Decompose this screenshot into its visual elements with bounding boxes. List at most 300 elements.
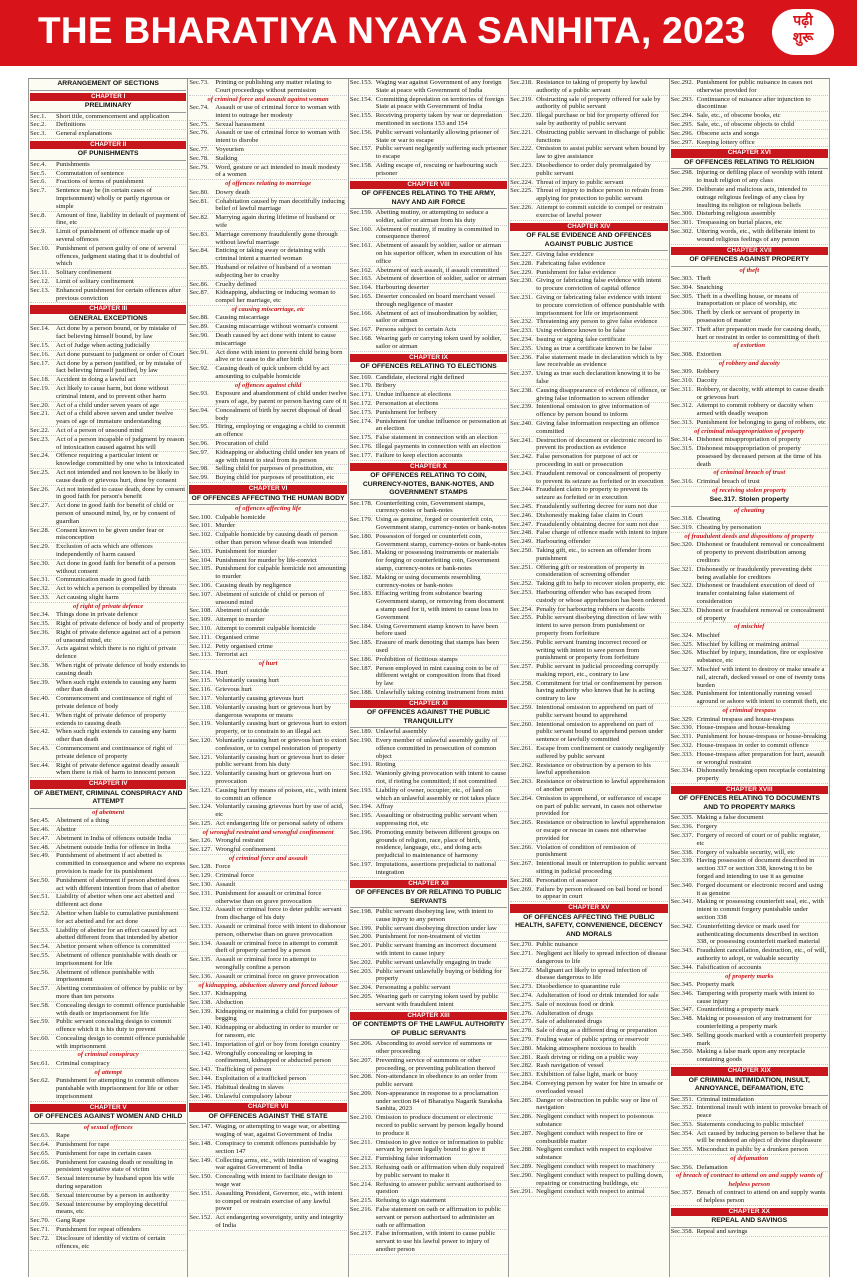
chapter-heading: OF OFFENCES RELATING TO DOCUMENTS AND TO PROPERTY MARKS: [671, 794, 828, 814]
section-number: Sec.229.: [510, 268, 533, 276]
section-number: Sec.110.: [189, 624, 212, 632]
section-title: Keeping lottery office: [696, 138, 755, 146]
section-number: Sec.85.: [189, 263, 209, 271]
section-number: Sec.152.: [189, 1214, 213, 1222]
section-row: [510, 819, 667, 843]
section-number: Sec.202.: [349, 958, 373, 966]
section-row: [510, 529, 667, 538]
section-title: Causing miscarriage: [215, 314, 270, 322]
section-number: Sec.274.: [510, 991, 533, 999]
section-title: Resistance or obstruction to lawful apprehension or escape or rescue in cases not otherwise provided for: [536, 819, 665, 842]
section-number: Sec.126.: [189, 837, 213, 845]
column-3: [349, 79, 509, 1277]
section-row: [189, 1084, 346, 1093]
section-number: Sec.44.: [30, 761, 50, 769]
section-row: [30, 427, 186, 436]
section-title: Exposure and abandonment of child under twelve years of age, by parent or person having care of it: [215, 390, 347, 406]
section-title: Act caused by inducing person to believe that he will be rendered an object of divine displeasure: [696, 1129, 825, 1145]
section-number: Sec.113.: [189, 651, 212, 659]
section-number: Sec.141.: [189, 1040, 213, 1048]
section-number: Sec.231.: [510, 294, 533, 302]
section-row: [189, 999, 346, 1008]
section-row: [671, 690, 828, 707]
section-number: Sec.153.: [349, 79, 373, 86]
section-row: [350, 639, 507, 656]
section-number: Sec.331.: [670, 733, 694, 741]
section-row: [671, 981, 828, 990]
section-number: Sec.172.: [349, 400, 373, 407]
section-number: Sec.51.: [30, 893, 50, 901]
section-row: [510, 795, 667, 819]
section-title: Criminal trespass and house-trespass: [696, 715, 794, 723]
section-row: [671, 832, 828, 849]
chapter-number: CHAPTER IV: [30, 780, 186, 789]
section-title: Punishment for rape: [56, 1140, 110, 1148]
section-title: Intentional omission to apprehend on part of public servant bound to apprehend person under sentence or lawfully committed: [536, 720, 664, 744]
section-row: [189, 474, 346, 483]
subheading: of criminal conspiracy: [77, 1051, 139, 1059]
section-row: [510, 1001, 667, 1010]
section-row: [510, 680, 667, 704]
section-row: [189, 164, 346, 181]
section-title: Negligent conduct with respect to machinery: [536, 1162, 655, 1170]
section-row: [189, 349, 346, 366]
section-title: Assault or criminal force on grave provocation: [215, 972, 339, 980]
chapter-number: CHAPTER XI: [350, 700, 507, 709]
section-title: Forgery of valuable security, will, etc: [696, 848, 796, 856]
section-title: Forgery: [696, 823, 718, 831]
section-title: Assaulting or obstructing public servant when suppressing riot, etc: [375, 812, 498, 827]
section-row: [510, 704, 667, 721]
section-title: Making a false document: [696, 814, 764, 822]
section-number: Sec.263.: [510, 778, 533, 786]
section-title: Dishonestly making false claim in Court: [536, 511, 643, 519]
section-number: Sec.194.: [349, 803, 373, 811]
section-row: [510, 294, 667, 318]
section-row: [189, 990, 346, 999]
subheading: of right of private defence: [73, 602, 144, 610]
section-number: Sec.188.: [349, 688, 373, 696]
section-title: Word, gesture or act intended to insult modesty of a women: [215, 163, 341, 179]
section-row: [671, 641, 828, 650]
section-row: [30, 187, 186, 211]
section-title: Threat of injury to public servant: [536, 178, 624, 186]
section-title: Act not intended to cause death, done by consent in good faith for person's benefit: [56, 485, 186, 501]
section-number: Sec.204.: [349, 984, 373, 992]
section-row: [30, 927, 186, 944]
section-title: Abetment of suicide of child or person of unsound mind: [215, 590, 325, 606]
section-title: Criminal force: [215, 872, 255, 880]
section-title: Falsification of accounts: [696, 963, 762, 971]
section-number: Sec.116.: [189, 686, 212, 694]
section-number: Sec.28.: [30, 526, 50, 534]
section-title: Escape from confinement or custody negligently suffered by public servant: [536, 745, 665, 760]
chapter-heading: OF OFFENCES AGAINST WOMEN AND CHILD: [30, 1112, 186, 1124]
section-row: [510, 538, 667, 547]
section-row: [671, 742, 828, 751]
section-row: [30, 745, 186, 762]
section-number: Sec.293.: [670, 95, 694, 103]
section-row: [30, 342, 186, 351]
section-title: Causing miscarriage without woman's consent: [215, 323, 338, 331]
section-title: Organised crime: [215, 633, 260, 641]
section-number: Sec.168.: [349, 335, 373, 343]
section-number: Sec.303.: [670, 275, 694, 283]
section-row: [30, 1018, 186, 1035]
section-row: [510, 251, 667, 260]
section-row: [189, 247, 346, 264]
section-row: [350, 267, 507, 276]
section-row: [510, 370, 667, 387]
section-row: [30, 594, 186, 603]
section-title: Bribery: [375, 382, 396, 390]
section-row: [30, 1201, 186, 1218]
section-row: [30, 852, 186, 876]
chapter-number: CHAPTER XVII: [671, 247, 828, 256]
subheading: of defamation: [730, 1155, 769, 1163]
section-title: Wrongful confinement: [215, 846, 276, 854]
section-title: Buying child for purposes of prostitution, etc: [215, 474, 335, 482]
section-row: [30, 969, 186, 986]
section-number: Sec.195.: [349, 812, 373, 820]
section-title: Obstructing sale of property offered for sale by authority of public servant: [536, 95, 661, 111]
section-row: [510, 318, 667, 327]
section-number: Sec.339.: [670, 857, 694, 865]
section-number: Sec.210.: [349, 1114, 373, 1122]
section-number: Sec.38.: [30, 662, 50, 670]
section-title: Conveying person by water for hire in unsafe or overloaded vessel: [536, 1079, 663, 1095]
section-title: When such right extends to causing any harm other than death: [56, 678, 177, 694]
section-number: Sec.322.: [670, 582, 694, 590]
section-row: [671, 733, 828, 742]
section-number: Sec.301.: [670, 219, 694, 227]
section-title: Abetment of a thing: [56, 817, 109, 825]
section-title: Continuance of nuisance after injunction to discontinue: [696, 95, 811, 111]
section-number: Sec.275.: [510, 1000, 533, 1008]
section-title: Refusing oath or affirmation when duly required by public servant to make it: [375, 1164, 504, 1179]
section-title: Causing disappearance of evidence of offence, or giving false information to screen offender: [536, 386, 667, 402]
section-row: [30, 452, 186, 469]
chapter-heading: OF OFFENCES RELATING TO RELIGION: [671, 158, 828, 170]
section-row: [30, 662, 186, 679]
section-row: [350, 326, 507, 335]
section-row: [510, 204, 667, 221]
section-row: [510, 387, 667, 404]
section-title: Negligent conduct with respect to poisonous substance: [536, 1113, 654, 1128]
section-number: Sec.94.: [189, 406, 209, 414]
section-row: [30, 1235, 186, 1252]
section-title: Dowry death: [215, 188, 250, 196]
section-row: [350, 656, 507, 665]
section-number: Sec.284.: [510, 1079, 533, 1087]
section-row: [510, 589, 667, 606]
section-title: Obstructing public servant in discharge of public functions: [536, 128, 665, 144]
section-title: Consent known to be given under fear or misconception: [56, 526, 164, 542]
section-title: Punishment for bribery: [375, 408, 437, 416]
section-row: [30, 502, 186, 526]
section-number: Sec.250.: [510, 546, 533, 554]
section-number: Sec.159.: [349, 209, 373, 217]
section-number: Sec.42.: [30, 728, 50, 736]
section-title: Voluntarily causing hurt: [215, 677, 279, 685]
section-title: Assault or criminal force in attempt to commit theft of property carried by a person: [215, 939, 338, 955]
section-row: [189, 643, 346, 652]
section-row: [510, 580, 667, 589]
section-title: Imputations, assertions prejudicial to national integration: [375, 860, 497, 876]
section-title: Having possession of document described in section 337 or section 338, knowing it to be forged and intending to use it as genuine: [696, 857, 815, 880]
section-row: [671, 169, 828, 186]
section-row: [510, 521, 667, 530]
section-number: Sec.248.: [510, 529, 533, 537]
section-title: False statement in connection with an election: [375, 434, 498, 442]
section-number: Sec.8.: [30, 211, 47, 219]
section-number: Sec.106.: [189, 581, 213, 589]
section-row: [671, 724, 828, 733]
section-row: [30, 679, 186, 696]
section-row: [350, 374, 507, 383]
section-number: Sec.187.: [349, 664, 373, 672]
section-row: [189, 923, 346, 940]
section-row: [30, 611, 186, 620]
section-row: [350, 242, 507, 266]
section-number: Sec.318.: [670, 515, 694, 523]
section-number: Sec.128.: [189, 863, 213, 871]
section-number: Sec.269.: [510, 885, 533, 893]
section-title: Erasure of mark denoting that stamps has been used: [375, 639, 500, 654]
section-number: Sec.307.: [670, 325, 694, 333]
section-title: False statement made in declaration which is by law receivable as evidence: [536, 353, 663, 369]
section-row: [30, 527, 186, 544]
section-title: Culpable homicide by causing death of person other than person whose death was intended: [215, 531, 338, 546]
section-title: Act of a person incapable of judgment by reason of intoxication caused against his will: [56, 435, 185, 451]
section-title: Act of a child under seven years of age: [56, 401, 159, 409]
section-number: Sec.64.: [30, 1140, 50, 1148]
subheading: of fraudulent deeds and dispositions of property: [684, 532, 815, 540]
section-title: Conspiracy to commit offences punishable by section 147: [215, 1139, 337, 1155]
section-row: [189, 79, 346, 96]
subheading: of offences affecting life: [235, 505, 302, 513]
section-number: Sec.119.: [189, 720, 212, 728]
section-row: [510, 606, 667, 615]
section-number: Sec.206.: [349, 1040, 373, 1048]
section-number: Sec.123.: [189, 786, 213, 794]
section-row: [350, 1230, 507, 1254]
section-number: Sec.223.: [510, 161, 533, 169]
section-number: Sec.167.: [349, 326, 373, 334]
section-number: Sec.330.: [670, 724, 694, 732]
section-number: Sec.191.: [349, 761, 373, 769]
section-row: [350, 293, 507, 310]
section-title: Giving false evidence: [536, 251, 594, 259]
section-title: Breach of contract to attend on and supply wants of helpless person: [696, 1189, 826, 1205]
section-title: Prohibition of fictitious stamps: [375, 655, 458, 663]
section-row: [30, 121, 186, 130]
section-row: [350, 500, 507, 517]
section-row: [350, 942, 507, 959]
section-row: [510, 950, 667, 967]
section-title: Things done in private defence: [56, 611, 138, 619]
section-title: Repeal and savings: [696, 1227, 748, 1235]
section-title: Robbery, or dacoity, with attempt to cause death or grievous hurt: [696, 385, 824, 401]
section-title: Failure by person released on bail bond or bond to appear in court: [536, 885, 663, 901]
section-title: Sentence may be (in certain cases of imprisonment) wholly or partly rigorous or simple: [56, 187, 170, 210]
section-number: Sec.73.: [189, 79, 209, 86]
section-title: Abetting mutiny, or attempting to seduce a soldier, sailor or airman from his duty: [375, 209, 489, 224]
section-title: Voluntarily causing hurt or grievous hurt to deter public servant from his duty: [215, 753, 345, 769]
section-number: Sec.245.: [510, 502, 533, 510]
section-number: Sec.138.: [189, 998, 213, 1006]
section-row: [350, 925, 507, 934]
section-title: Criminal intimidation: [696, 1095, 754, 1103]
section-number: Sec.43.: [30, 744, 50, 752]
section-title: Fractions of terms of punishment: [56, 178, 144, 186]
section-number: Sec.170.: [349, 382, 373, 390]
section-row: [189, 323, 346, 332]
section-row: [510, 486, 667, 503]
subheading: of property marks: [725, 972, 774, 980]
section-title: Dishonest or fraudulent removal or concealment of property: [696, 606, 825, 622]
section-number: Sec.90.: [189, 332, 209, 340]
section-row: [350, 443, 507, 452]
chapter-heading: GENERAL EXCEPTIONS: [30, 314, 186, 326]
section-row: [510, 277, 667, 294]
section-title: Punishment for public nuisance in cases not otherwise provided for: [696, 79, 813, 94]
section-number: Sec.17.: [30, 359, 50, 367]
section-title: House-trespass in order to commit offence: [696, 741, 809, 749]
section-number: Sec.5.: [30, 169, 47, 177]
section-row: [30, 469, 186, 486]
section-row: [189, 440, 346, 449]
chapter-heading: REPEAL AND SAVINGS: [671, 1216, 828, 1228]
section-number: Sec.236.: [510, 353, 533, 361]
section-title: Criminal conspiracy: [56, 1059, 110, 1067]
section-title: Waging, or attempting to wage war, or abetting waging of war, against Government of India: [215, 1123, 340, 1139]
section-title: Furnishing false information: [375, 1155, 452, 1163]
section-number: Sec.183.: [349, 590, 373, 598]
section-number: Sec.182.: [349, 573, 373, 581]
section-title: Rash navigation of vessel: [536, 1062, 604, 1070]
section-row: [189, 846, 346, 855]
chapter-number: CHAPTER II: [30, 141, 186, 150]
section-title: Illegal payments in connection with an election: [375, 442, 501, 450]
section-title: Negligent conduct with respect to animal: [536, 1188, 645, 1196]
section-row: [30, 695, 186, 712]
section-row: [350, 96, 507, 113]
section-row: [350, 434, 507, 443]
section-title: Adulteration of food or drink intended for sale: [536, 991, 659, 999]
section-title: Procuration of child: [215, 440, 269, 448]
section-row: [350, 452, 507, 461]
section-title: Person employed in mint causing coin to be of different weight or composition from that fixed by law: [375, 664, 501, 688]
section-number: Sec.290.: [510, 1171, 533, 1179]
section-title: Voluntarily causing hurt or grievous hurt to extort confession, or to compel restoration of property: [215, 736, 347, 752]
section-number: Sec.69.: [30, 1200, 50, 1208]
chapter-number: CHAPTER XIII: [350, 1012, 507, 1021]
section-number: Sec.37.: [30, 645, 50, 653]
chapter-heading: OF OFFENCES RELATING TO THE ARMY, NAVY AND AIR FORCE: [350, 189, 507, 209]
section-number: Sec.295.: [670, 120, 694, 128]
section-row: [189, 863, 346, 872]
section-row: [350, 129, 507, 146]
section-number: Sec.22.: [30, 427, 50, 434]
section-row: [189, 104, 346, 121]
section-number: Sec.47.: [30, 834, 50, 842]
section-number: Sec.109.: [189, 616, 213, 624]
section-row: [671, 130, 828, 139]
section-title: Act done pursuant to judgment or order of Court: [56, 350, 185, 358]
section-title: Act causing slight harm: [56, 593, 119, 601]
section-number: Sec.198.: [349, 908, 373, 916]
section-number: Sec.329.: [670, 715, 694, 723]
section-title: Act of a person of unsound mind: [56, 427, 143, 434]
section-number: Sec.7.: [30, 187, 47, 195]
section-title: Threatening any person to give false evidence: [536, 318, 658, 326]
section-title: Public servant framing incorrect record or writing with intent to save person from punishment or property from forfeiture: [536, 638, 647, 662]
section-row: [671, 1189, 828, 1206]
subheading: of kidnapping, abduction slavery and forced labour: [198, 981, 338, 989]
section-title: Waging war against Government of any foreign State at peace with Government of India: [375, 79, 502, 94]
section-row: [30, 1159, 186, 1176]
section-number: Sec.26.: [30, 485, 50, 493]
section-row: [30, 629, 186, 646]
chapter-heading: OF OFFENCES AGAINST THE STATE: [189, 1112, 346, 1124]
section-row: [30, 1217, 186, 1226]
section-number: Sec.226.: [510, 203, 533, 211]
section-number: Sec.149.: [189, 1156, 213, 1164]
section-title: Act done by a person bound, or by mistake of fact believing himself bound, by law: [56, 325, 177, 341]
section-title: Disturbing religious assembly: [696, 210, 776, 218]
section-number: Sec.344.: [670, 963, 694, 971]
section-row: [350, 549, 507, 573]
section-title: Possession of forged or counterfeit coin, Government stamp, currency-notes or bank-notes: [375, 532, 507, 548]
section-row: [510, 614, 667, 638]
section-title: Tampering with property mark with intent to cause injury: [696, 989, 815, 1005]
section-title: Causing death of quick unborn child by act amounting to culpable homicide: [215, 365, 330, 380]
section-row: [30, 826, 186, 835]
section-row: [189, 634, 346, 643]
section-row: [671, 351, 828, 360]
section-title: Kidnapping or maiming a child for purposes of begging: [215, 1007, 340, 1023]
section-row: [189, 465, 346, 474]
section-title: Assault or use of criminal force to woman with intent to disrobe: [215, 129, 340, 145]
section-number: Sec.205.: [349, 993, 373, 1001]
section-row: [189, 881, 346, 890]
section-row: [350, 1073, 507, 1090]
section-title: Making or possessing counterfeit seal, etc., with intent to commit forgery punishable under section 338: [696, 898, 824, 921]
column-4: [509, 79, 669, 1277]
section-number: Sec.190.: [349, 737, 373, 744]
section-row: [189, 770, 346, 787]
section-number: Sec.59.: [30, 1018, 50, 1026]
section-row: [189, 582, 346, 591]
section-title: Sale, etc., of obscene books, etc: [696, 112, 781, 120]
section-title: Effacing writing from substance bearing Government stamp, or removing from document a stamp used for it, with intent to cause loss to Government: [375, 590, 504, 621]
section-title: Short title, commencement and application: [56, 112, 170, 120]
section-number: Sec.355.: [670, 1146, 694, 1154]
section-title: Refusing to answer public servant authorised to question: [375, 1180, 502, 1196]
section-title: Punishment for belonging to gang of robbers, etc: [696, 419, 826, 426]
section-title: Punishment for undue influence or personation at an election: [375, 417, 507, 433]
section-number: Sec.222.: [510, 145, 533, 153]
section-number: Sec.225.: [510, 187, 533, 195]
section-number: Sec.286.: [510, 1113, 533, 1121]
section-row: [30, 1132, 186, 1141]
section-title: Printing or publishing any matter relating to Court proceedings without permission: [215, 79, 332, 94]
section-number: Sec.12.: [30, 278, 50, 286]
section-row: [189, 754, 346, 771]
section-number: Sec.257.: [510, 663, 533, 671]
section-number: Sec.244.: [510, 486, 533, 494]
